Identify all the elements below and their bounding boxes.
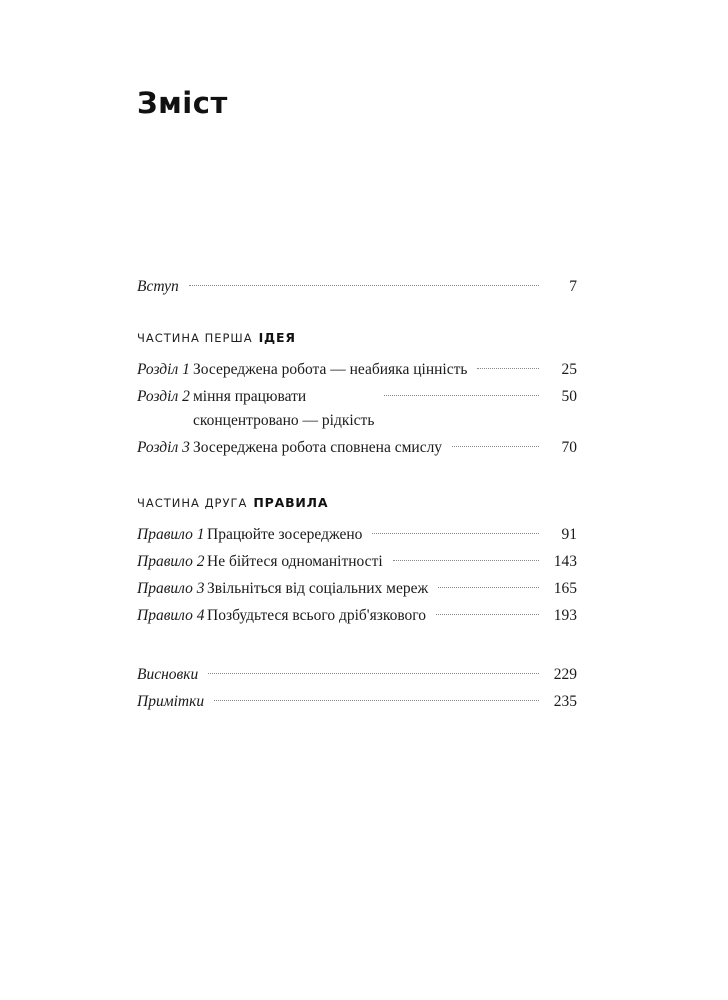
toc-entry-chapter-3[interactable] <box>137 436 577 463</box>
toc-page-number: 7 <box>569 278 577 295</box>
toc-entry-title: Звільніться від соціальних мереж <box>207 580 429 597</box>
table-of-contents <box>137 275 577 717</box>
toc-entry-rule-2[interactable] <box>137 550 577 577</box>
toc-entry-label: Примітки <box>137 693 205 710</box>
toc-entry-rule-4[interactable] <box>137 604 577 631</box>
toc-entry-label: Правило 4 <box>137 607 205 624</box>
part-heading-1 <box>137 330 577 350</box>
toc-entry-title-line-1: міння працювати <box>193 388 307 405</box>
part-name: ПРАВИЛА <box>253 495 329 510</box>
toc-entry-label: Правило 3 <box>137 580 205 597</box>
toc-page-number: 50 <box>561 388 577 405</box>
toc-entry-chapter-2[interactable] <box>137 385 577 433</box>
dot-leader <box>393 560 539 561</box>
toc-entry-label: Правило 1 <box>137 526 205 543</box>
toc-entry-label: Розділ 2 <box>137 388 190 405</box>
toc-entry-chapter-1[interactable] <box>137 358 577 385</box>
dot-leader <box>208 673 539 674</box>
toc-entry-title: Не бійтеся одноманітності <box>207 553 383 570</box>
toc-page-number: 229 <box>553 666 577 683</box>
toc-entry-title <box>193 385 374 433</box>
toc-page-number: 143 <box>553 553 577 570</box>
toc-entry-intro[interactable] <box>137 275 577 302</box>
dot-leader <box>452 446 539 447</box>
dot-leader <box>189 285 539 286</box>
toc-page-number: 165 <box>553 580 577 597</box>
toc-entry-title: Працюйте зосереджено <box>207 526 363 543</box>
dot-leader <box>477 368 539 369</box>
toc-page-number: 235 <box>553 693 577 710</box>
toc-entry-label: Правило 2 <box>137 553 205 570</box>
toc-entry-conclusions[interactable] <box>137 663 577 690</box>
dot-leader <box>438 587 539 588</box>
toc-page-number: 193 <box>553 607 577 624</box>
page-title: Зміст <box>137 86 228 120</box>
dot-leader <box>384 395 539 396</box>
toc-entry-rule-1[interactable] <box>137 523 577 550</box>
toc-entry-notes[interactable] <box>137 690 577 717</box>
toc-page-number: 91 <box>561 526 577 543</box>
dot-leader <box>214 700 539 701</box>
toc-entry-title: Зосереджена робота сповнена смислу <box>193 439 443 456</box>
toc-entry-label: Висновки <box>137 666 199 683</box>
part-prefix: ЧАСТИНА ПЕРША <box>137 331 253 345</box>
toc-entry-title: Позбудьтеся всього дріб'язкового <box>207 607 426 624</box>
toc-entry-rule-3[interactable] <box>137 577 577 604</box>
dot-leader <box>436 614 539 615</box>
toc-page-number: 70 <box>561 439 577 456</box>
part-name: ІДЕЯ <box>258 330 296 345</box>
toc-entry-title-line-2: сконцентровано — рідкість <box>193 412 375 429</box>
toc-entry-label: Вступ <box>137 278 179 295</box>
toc-entry-title: Зосереджена робота — неабияка цінність <box>193 361 468 378</box>
dot-leader <box>372 533 539 534</box>
toc-entry-label: Розділ 1 <box>137 361 190 378</box>
toc-page-number: 25 <box>561 361 577 378</box>
part-prefix: ЧАСТИНА ДРУГА <box>137 496 248 510</box>
part-heading-2 <box>137 495 577 515</box>
toc-entry-label: Розділ 3 <box>137 439 190 456</box>
